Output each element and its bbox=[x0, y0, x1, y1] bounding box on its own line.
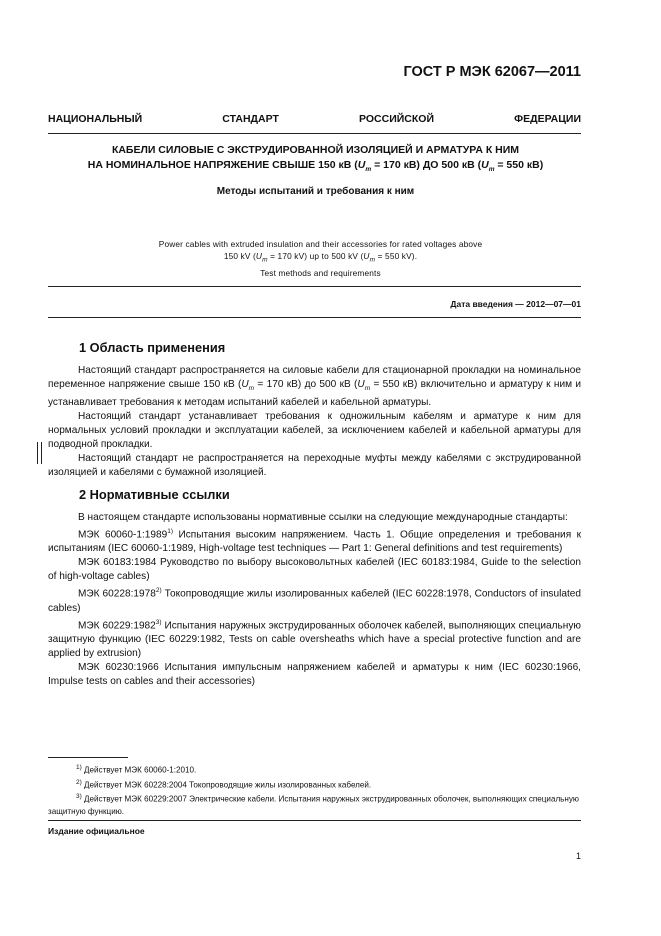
date-divider bbox=[48, 317, 581, 318]
english-title-line-3: Test methods and requirements bbox=[260, 268, 381, 279]
title-line-2: НА НОМИНАЛЬНОЕ НАПРЯЖЕНИЕ СВЫШЕ 150 кВ ($U_m = 170$ кВ) ДО 500 кВ ($U_m = 550$ кВ) bbox=[87, 159, 544, 174]
section-2-heading: 2 Нормативные ссылки bbox=[79, 487, 230, 502]
english-title-line-1: Power cables with extruded insulation and their accessories for rated voltages above bbox=[158, 239, 483, 249]
reference-item: МЭК 60230:1966 Испытания импульсным напряжением кабелей и арматуры к ним (IEC 60230:1966, Impulse tests on cables and their accessories) bbox=[48, 662, 581, 688]
page-number: 1 bbox=[575, 851, 581, 861]
reference-item: МЭК 60228:1978$^{2)}$ Токопроводящие жилы изолированных кабелей (IEC 60228:1978, Conductors of insulated cables) bbox=[48, 587, 581, 614]
official-edition-label: Издание официальное bbox=[48, 826, 145, 836]
english-title-line-2: 150 kV ($U_m = 170$ kV) up to 500 kV ($U_m = 550$ kV). bbox=[223, 251, 418, 264]
section-2-body bbox=[48, 511, 581, 689]
introduction-date: Дата введения — 2012—07—01 bbox=[450, 299, 581, 309]
top-divider bbox=[48, 133, 581, 134]
title-line-1: КАБЕЛИ СИЛОВЫЕ С ЭКСТРУДИРОВАННОЙ ИЗОЛЯЦИЕЙ И АРМАТУРА К НИМ bbox=[111, 144, 520, 156]
section-1-heading: 1 Область применения bbox=[79, 340, 226, 355]
reference-item: МЭК 60060-1:1989$^{1)}$ Испытания высоким напряжением. Часть 1. Общие определения и требования к испытаниям (IEC 60060-1:1989, High-voltage test techniques — Part 1: General definitions and test requirements) bbox=[48, 528, 581, 555]
footnotes bbox=[48, 762, 581, 818]
scope-paragraph-3: Настоящий стандарт не распространяется на переходные муфты между кабелями с экструдированной изоляцией и кабелями с бумажной изоляцией. bbox=[48, 453, 581, 479]
title-divider bbox=[48, 286, 581, 287]
national-standard-banner: НАЦИОНАЛЬНЫЙ СТАНДАРТ РОССИЙСКОЙ ФЕДЕРАЦИИ bbox=[48, 113, 581, 125]
scope-paragraph-2: Настоящий стандарт устанавливает требования к одножильным кабелям и арматуре к ним для нормальных условий прокладки и эксплуатации кабелей, за исключением кабелей и кабельной арматуры для подводной прокладки. bbox=[48, 411, 581, 451]
footnote-1: $^{1)}$ Действует МЭК 60060-1:2010. bbox=[76, 764, 197, 775]
references-intro: В настоящем стандарте использованы нормативные ссылки на следующие международные стандарты: bbox=[78, 512, 568, 523]
document-code: ГОСТ Р МЭК 62067—2011 bbox=[403, 64, 581, 80]
change-marker bbox=[37, 442, 42, 464]
english-title bbox=[90, 238, 551, 280]
reference-item: МЭК 60229:1982$^{3)}$ Испытания наружных экструдированных оболочек кабелей, выполняющих специальную защитную функцию (IEC 60229:1982, Tests on cable oversheaths which have a special protective function and are applied by extrusion) bbox=[48, 618, 581, 660]
footnote-separator bbox=[48, 757, 128, 758]
section-1-body bbox=[48, 364, 581, 480]
footnote-2: $^{2)}$ Действует МЭК 60228:2004 Токопроводящие жилы изолированных кабелей. bbox=[76, 778, 372, 790]
document-subtitle: Методы испытаний и требования к ним bbox=[216, 186, 415, 197]
footnote-3: $^{3)}$ Действует МЭК 60229:2007 Электрические кабели. Испытания наружных экструдированных оболочек, выполняющих специальную защитную функцию. bbox=[48, 793, 579, 817]
footer-divider bbox=[48, 820, 581, 821]
document-title bbox=[60, 143, 571, 177]
scope-paragraph-1: Настоящий стандарт распространяется на силовые кабели для стационарной прокладки на номинальное переменное напряжение свыше 150 кВ ($U_m = 170$ кВ) до 500 кВ ($U_m = 550$ кВ) включительно и арматуру к ним и устанавливает требования к методам испытаний кабелей и кабельной арматуры. bbox=[48, 365, 581, 409]
reference-item: МЭК 60183:1984 Руководство по выбору высоковольтных кабелей (IEC 60183:1984, Guide to the selection of high-voltage cables) bbox=[48, 557, 581, 583]
